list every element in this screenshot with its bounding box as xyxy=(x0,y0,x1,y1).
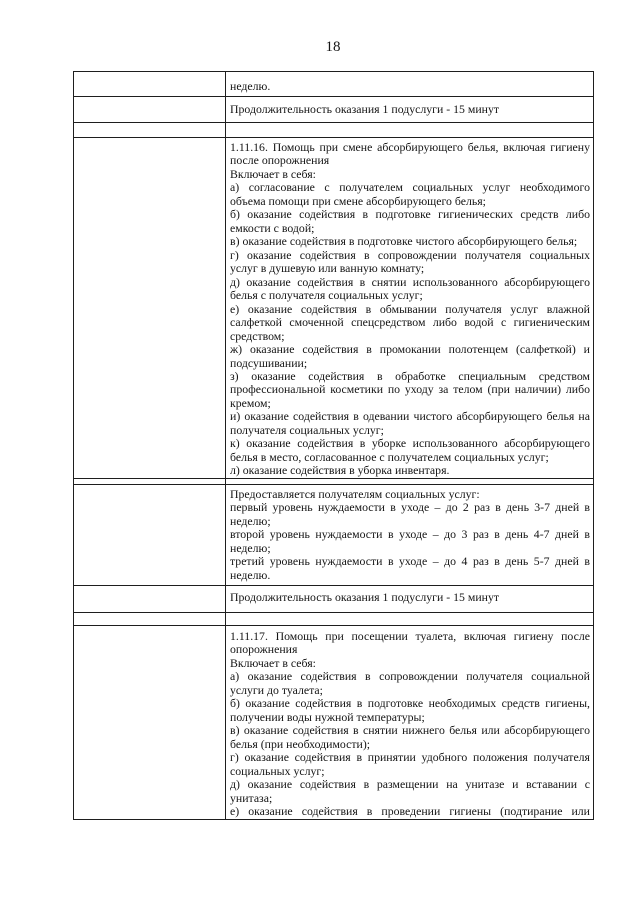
duration-text: Продолжительность оказания 1 подуслуги - 15 минут xyxy=(230,591,500,604)
text-line: а) согласование с получателем социальных услуг необходимого xyxy=(230,181,590,195)
text-line: д) оказание содействия в снятии использованного абсорбирующего xyxy=(230,275,590,289)
text-line: получателя социальных услуг; xyxy=(230,423,384,437)
text-line: б) оказание содействия в подготовке гигиенических средств либо xyxy=(230,208,590,222)
text-line: кремом; xyxy=(230,396,271,410)
text-line: белья (при необходимости); xyxy=(230,737,371,751)
text-line: а) оказание содействия в сопровождении получателя социальной xyxy=(230,670,590,684)
text-line: получении воды нужной температуры; xyxy=(230,710,425,724)
duration-cell xyxy=(230,591,590,604)
service-title: 1.11.16. Помощь при смене абсорбирующего белья, включая гигиену xyxy=(230,141,590,154)
text-line: неделю. xyxy=(230,80,271,93)
text-line: л) оказание содействия в уборка инвентаря. xyxy=(230,464,450,478)
text-line: е) оказание содействия в обмывании получателя услуг влажной xyxy=(230,302,590,316)
text-line: Предоставляется получателям социальных услуг: xyxy=(230,488,480,501)
text-line: неделю; xyxy=(230,541,271,555)
service-description-cell xyxy=(230,141,590,478)
page-number: 18 xyxy=(325,39,341,55)
text-line: Включает в себя: xyxy=(230,656,316,670)
description-cell xyxy=(230,80,590,93)
text-line: емкости с водой; xyxy=(230,221,315,235)
text-line: услуг в душевую или ванную комнату; xyxy=(230,262,425,276)
text-line: подсушивании; xyxy=(230,356,308,370)
table-row xyxy=(74,626,593,819)
text-line: средством; xyxy=(230,329,285,343)
text-line: б) оказание содействия в подготовке необходимых средств гигиены, xyxy=(230,697,590,711)
service-table xyxy=(73,71,594,820)
text-line: неделю; xyxy=(230,514,271,528)
table-row-empty xyxy=(74,613,593,626)
text-line: третий уровень нуждаемости в уходе – до 4 раз в день 5-7 дней в xyxy=(230,555,590,569)
text-line: г) оказание содействия в сопровождении получателя социальных xyxy=(230,248,590,262)
table-row xyxy=(74,97,593,123)
table-row xyxy=(74,72,593,97)
text-line: неделю. xyxy=(230,568,271,582)
text-line: з) оказание содействия в обработке специальным средством xyxy=(230,369,590,383)
text-line: первый уровень нуждаемости в уходе – до 2 раз в день 3-7 дней в xyxy=(230,501,590,515)
text-line: опорожнения xyxy=(230,643,298,657)
text-line: социальных услуг; xyxy=(230,764,325,778)
text-line: к) оказание содействия в уборке использованного абсорбирующего xyxy=(230,437,590,451)
text-line: профессиональной косметики по уходу за телом (при наличии) либо xyxy=(230,383,590,397)
table-row-empty xyxy=(74,123,593,138)
text-line: белья в место, согласованное с получателем социальных услуг; xyxy=(230,450,549,464)
table-row xyxy=(74,138,593,479)
service-description-cell xyxy=(230,630,590,819)
text-line: второй уровень нуждаемости в уходе – до 3 раз в день 4-7 дней в xyxy=(230,528,590,542)
text-line: и) оказание содействия в одевании чистого абсорбирующего белья на xyxy=(230,410,590,424)
text-line: г) оказание содействия в принятии удобного положения получателя xyxy=(230,751,590,765)
text-line: ж) оказание содействия в промокании полотенцем (салфеткой) и xyxy=(230,343,590,357)
text-line: объема помощи при смене абсорбирующего белья; xyxy=(230,194,486,208)
frequency-cell xyxy=(230,488,590,582)
text-line: в) оказание содействия в снятии нижнего белья или абсорбирующего xyxy=(230,724,590,738)
text-line: е) оказание содействия в проведении гигиены (подтирание или xyxy=(230,805,590,819)
table-row xyxy=(74,586,593,613)
text-line: белья с получателя социальных услуг; xyxy=(230,289,423,303)
text-line: унитаза; xyxy=(230,791,273,805)
text-line: в) оказание содействия в подготовке чистого абсорбирующего белья; xyxy=(230,235,578,249)
text-line: салфеткой смоченной спецсредством либо водой с гигиеническим xyxy=(230,316,590,330)
text-line: д) оказание содействия в размещении на унитазе и вставании с xyxy=(230,778,590,792)
text-line: услуги до туалета; xyxy=(230,683,323,697)
service-title: 1.11.17. Помощь при посещении туалета, включая гигиену после xyxy=(230,630,590,643)
text-line: Включает в себя: xyxy=(230,167,316,181)
duration-text: Продолжительность оказания 1 подуслуги - 15 минут xyxy=(230,103,500,116)
duration-cell xyxy=(230,103,590,116)
table-row xyxy=(74,485,593,586)
text-line: после опорожнения xyxy=(230,154,330,168)
